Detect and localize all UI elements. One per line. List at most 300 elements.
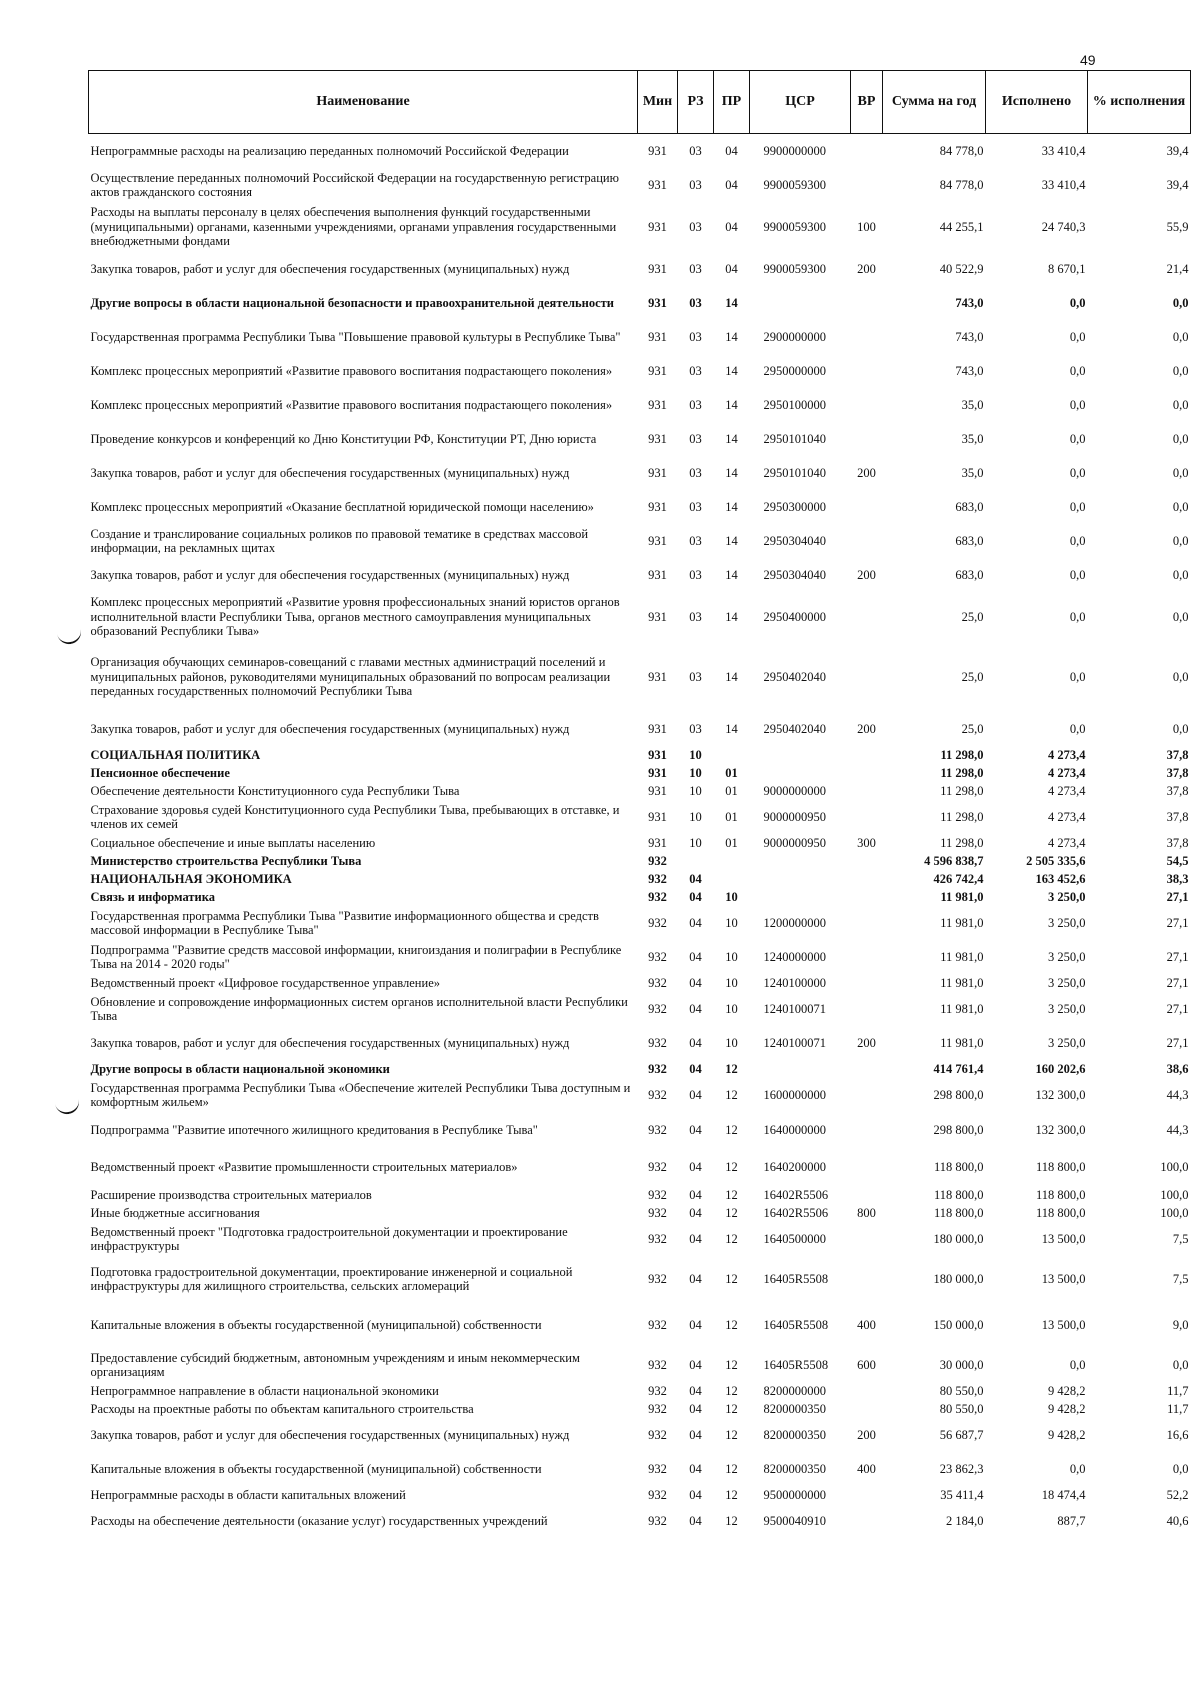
row-sum: 35,0: [961, 397, 984, 412]
row-vr: 300: [857, 835, 876, 850]
row-name: Связь и информатика: [90, 889, 215, 904]
row-csr: 1240000000: [763, 949, 826, 964]
row-csr: [750, 852, 851, 870]
row-vr: [851, 1078, 883, 1112]
row-vr: [851, 388, 883, 422]
row-min: 932: [648, 1001, 667, 1016]
row-sum: 180 000,0: [933, 1271, 984, 1286]
row-sum: 150 000,0: [933, 1317, 984, 1332]
row-pct: 16,6: [1166, 1427, 1189, 1442]
table-row: [89, 1418, 1191, 1452]
row-sum: 11 298,0: [940, 765, 984, 780]
table-row: [89, 1204, 1191, 1222]
row-done: 4 273,4: [1048, 747, 1086, 762]
row-csr: 9000000950: [763, 809, 826, 824]
row-name: Капитальные вложения в объекты государственной (муниципальной) собственности: [90, 1317, 542, 1332]
table-row: [89, 388, 1191, 422]
row-rz: 04: [689, 1001, 702, 1016]
table-row: [89, 168, 1191, 202]
row-pr: 14: [725, 533, 738, 548]
row-done: 0,0: [1069, 431, 1086, 446]
row-vr: 100: [857, 219, 876, 234]
row-name: Социальное обеспечение и иные выплаты населению: [90, 835, 376, 850]
row-min: 931: [648, 143, 667, 158]
row-vr: 200: [857, 261, 876, 276]
row-sum: 4 596 838,7: [924, 853, 984, 868]
row-csr: [750, 888, 851, 906]
table-row: [89, 320, 1191, 354]
row-pr: 14: [725, 397, 738, 412]
row-min: 931: [648, 329, 667, 344]
row-vr: [851, 490, 883, 524]
row-min: 932: [648, 1487, 667, 1502]
row-vr: [851, 1186, 883, 1204]
row-csr: 2950300000: [763, 499, 826, 514]
row-pct: 0,0: [1172, 465, 1189, 480]
row-name: Непрограммное направление в области национальной экономики: [90, 1383, 439, 1398]
row-pr: 14: [725, 721, 738, 736]
row-done: 13 500,0: [1041, 1231, 1086, 1246]
row-pr: 12: [725, 1383, 738, 1398]
row-min: 931: [648, 465, 667, 480]
row-pr: 14: [725, 609, 738, 624]
row-rz: 04: [689, 1187, 702, 1202]
row-min: 931: [648, 765, 667, 780]
row-sum: 35,0: [961, 431, 984, 446]
row-done: 9 428,2: [1048, 1401, 1086, 1416]
row-csr: [750, 746, 851, 764]
row-done: 0,0: [1069, 363, 1086, 378]
row-vr: [851, 524, 883, 558]
row-rz: 03: [689, 177, 702, 192]
row-vr: 200: [857, 1427, 876, 1442]
header-name: Наименование: [89, 71, 638, 134]
table-row: [89, 524, 1191, 558]
row-rz: 10: [689, 783, 702, 798]
row-vr: [851, 286, 883, 320]
row-pr: 14: [725, 465, 738, 480]
row-vr: [851, 852, 883, 870]
row-csr: 9900059300: [763, 177, 826, 192]
row-name: Комплекс процессных мероприятий «Развитие правового воспитания подрастающего поколения»: [90, 397, 613, 412]
table-row: [89, 286, 1191, 320]
header-vr: ВР: [851, 71, 883, 134]
row-min: 932: [648, 889, 667, 904]
row-done: 4 273,4: [1048, 765, 1086, 780]
row-rz: 03: [689, 721, 702, 736]
row-vr: [851, 320, 883, 354]
row-min: 931: [648, 431, 667, 446]
row-pct: 40,6: [1166, 1513, 1189, 1528]
row-pct: 7,5: [1172, 1231, 1189, 1246]
row-done: 18 474,4: [1041, 1487, 1086, 1502]
row-vr: [851, 870, 883, 888]
row-min: 932: [648, 1205, 667, 1220]
row-sum: 11 298,0: [940, 809, 984, 824]
row-done: 24 740,3: [1041, 219, 1086, 234]
row-min: 932: [648, 1461, 667, 1476]
row-vr: 400: [857, 1461, 876, 1476]
row-rz: 04: [689, 1035, 702, 1050]
row-done: 3 250,0: [1048, 1001, 1086, 1016]
row-sum: 35,0: [961, 465, 984, 480]
row-vr: [851, 134, 883, 169]
row-pct: 27,1: [1166, 889, 1189, 904]
row-pr: 12: [725, 1427, 738, 1442]
row-rz: 10: [689, 747, 702, 762]
row-vr: [851, 1060, 883, 1078]
row-csr: 16402R5506: [763, 1205, 829, 1220]
row-csr: [750, 764, 851, 782]
header-min: Мин: [638, 71, 678, 134]
row-pct: 21,4: [1166, 261, 1189, 276]
row-csr: 2950101040: [763, 465, 826, 480]
row-name: Пенсионное обеспечение: [90, 765, 230, 780]
row-pr: 12: [725, 1061, 738, 1076]
row-sum: 11 981,0: [940, 889, 984, 904]
row-pct: 0,0: [1172, 295, 1189, 310]
row-csr: 9900059300: [763, 261, 826, 276]
row-pct: 100,0: [1160, 1205, 1189, 1220]
row-pr: 10: [725, 1001, 738, 1016]
row-min: 932: [648, 1231, 667, 1246]
row-pr: 04: [725, 261, 738, 276]
row-min: 931: [648, 533, 667, 548]
row-vr: 200: [857, 567, 876, 582]
row-rz: 04: [689, 1231, 702, 1246]
row-done: 0,0: [1069, 329, 1086, 344]
row-done: 4 273,4: [1048, 835, 1086, 850]
row-rz: 03: [689, 669, 702, 684]
row-min: 931: [648, 295, 667, 310]
row-pct: 0,0: [1172, 1461, 1189, 1476]
row-name: Государственная программа Республики Тыва «Обеспечение жителей Республики Тыва доступным и комфортным жильем»: [90, 1080, 631, 1109]
table-row: [89, 456, 1191, 490]
page-number: 49: [1080, 52, 1096, 68]
row-done: 3 250,0: [1048, 975, 1086, 990]
row-rz: 04: [689, 1513, 702, 1528]
row-csr: 1640000000: [763, 1123, 826, 1138]
row-name: Организация обучающих семинаров-совещаний с главами местных администраций поселений и муниципальных районов, руководителями муниципальных образований по вопросам реализации переданных государственных полномочий Республики Тыва: [90, 655, 611, 699]
row-vr: [851, 354, 883, 388]
row-pct: 27,1: [1166, 949, 1189, 964]
row-min: 932: [648, 1401, 667, 1416]
row-pr: 04: [725, 219, 738, 234]
row-done: 13 500,0: [1041, 1317, 1086, 1332]
row-done: 132 300,0: [1035, 1123, 1086, 1138]
table-row: [89, 906, 1191, 940]
budget-table: [88, 70, 1191, 1538]
row-done: 132 300,0: [1035, 1087, 1086, 1102]
row-sum: 426 742,4: [933, 871, 984, 886]
row-csr: 16405R5508: [763, 1271, 829, 1286]
row-name: Расходы на проектные работы по объектам капитального строительства: [90, 1401, 474, 1416]
row-rz: 03: [689, 431, 702, 446]
table-row: [89, 490, 1191, 524]
table-row: [89, 354, 1191, 388]
row-pr: 12: [725, 1187, 738, 1202]
row-vr: [851, 422, 883, 456]
row-done: 887,7: [1057, 1513, 1086, 1528]
row-vr: [851, 168, 883, 202]
row-csr: 8200000000: [763, 1383, 826, 1398]
row-done: 3 250,0: [1048, 915, 1086, 930]
table-row: [89, 1504, 1191, 1538]
row-name: Подпрограмма "Развитие ипотечного жилищного кредитования в Республике Тыва": [90, 1123, 538, 1138]
row-sum: 44 255,1: [939, 219, 984, 234]
row-vr: [851, 1222, 883, 1256]
row-pr: 10: [725, 975, 738, 990]
row-name: Закупка товаров, работ и услуг для обеспечения государственных (муниципальных) нужд: [90, 465, 570, 480]
row-vr: [851, 800, 883, 834]
row-rz: 03: [689, 261, 702, 276]
row-min: 931: [648, 363, 667, 378]
row-rz: 10: [689, 765, 702, 780]
row-csr: 9900000000: [763, 143, 826, 158]
row-min: 931: [648, 669, 667, 684]
row-name: Расширение производства строительных материалов: [90, 1187, 372, 1202]
row-min: 932: [648, 1160, 667, 1175]
row-rz: 04: [689, 1461, 702, 1476]
row-rz: 03: [689, 363, 702, 378]
row-min: 931: [648, 835, 667, 850]
row-csr: 9500040910: [763, 1513, 826, 1528]
row-csr: 2900000000: [763, 329, 826, 344]
row-done: 9 428,2: [1048, 1427, 1086, 1442]
row-sum: 25,0: [961, 609, 984, 624]
row-rz: 04: [689, 975, 702, 990]
row-pr: 12: [725, 1513, 738, 1528]
row-done: 160 202,6: [1035, 1061, 1086, 1076]
table-row: [89, 764, 1191, 782]
row-rz: 04: [689, 1087, 702, 1102]
row-min: 931: [648, 609, 667, 624]
row-pr: 12: [725, 1123, 738, 1138]
row-pr: 14: [725, 499, 738, 514]
row-done: 0,0: [1069, 397, 1086, 412]
row-pct: 0,0: [1172, 533, 1189, 548]
table-row: [89, 592, 1191, 642]
row-done: 8 670,1: [1048, 261, 1086, 276]
row-name: Подпрограмма "Развитие средств массовой информации, книгоиздания и полиграфии в Республике Тыва на 2014 - 2020 годы": [90, 942, 622, 971]
row-name: Закупка товаров, работ и услуг для обеспечения государственных (муниципальных) нужд: [90, 261, 570, 276]
row-sum: 118 800,0: [933, 1160, 984, 1175]
row-pr: 10: [725, 889, 738, 904]
table-row: [89, 1400, 1191, 1418]
row-pct: 0,0: [1172, 397, 1189, 412]
row-pct: 0,0: [1172, 567, 1189, 582]
table-row: [89, 1149, 1191, 1186]
row-sum: 23 862,3: [939, 1461, 984, 1476]
row-pr: 14: [725, 295, 738, 310]
row-sum: 40 522,9: [939, 261, 984, 276]
row-vr: [851, 1256, 883, 1302]
row-csr: 1640200000: [763, 1160, 826, 1175]
row-pr: 01: [725, 809, 738, 824]
row-csr: 1240100071: [763, 1035, 826, 1050]
row-rz: 03: [689, 397, 702, 412]
row-sum: 35 411,4: [940, 1487, 984, 1502]
row-rz: 03: [689, 465, 702, 480]
row-sum: 11 981,0: [940, 975, 984, 990]
row-rz: 03: [689, 533, 702, 548]
row-pct: 0,0: [1172, 499, 1189, 514]
row-sum: 180 000,0: [933, 1231, 984, 1246]
table-row: [89, 834, 1191, 852]
row-min: 932: [648, 975, 667, 990]
row-vr: [851, 1400, 883, 1418]
header-pr: ПР: [714, 71, 750, 134]
row-pr: 01: [725, 835, 738, 850]
row-done: 4 273,4: [1048, 809, 1086, 824]
row-sum: 2 184,0: [946, 1513, 984, 1528]
row-min: 932: [648, 1427, 667, 1442]
row-csr: 9500000000: [763, 1487, 826, 1502]
row-pr: 14: [725, 363, 738, 378]
row-name: Закупка товаров, работ и услуг для обеспечения государственных (муниципальных) нужд: [90, 721, 570, 736]
row-done: 118 800,0: [1035, 1205, 1086, 1220]
row-done: 163 452,6: [1035, 871, 1086, 886]
row-sum: 298 800,0: [933, 1087, 984, 1102]
row-done: 0,0: [1069, 533, 1086, 548]
row-sum: 84 778,0: [939, 143, 984, 158]
table-body: [89, 134, 1191, 1539]
row-rz: 04: [689, 1383, 702, 1398]
row-sum: 56 687,7: [939, 1427, 984, 1442]
table-row: [89, 974, 1191, 992]
row-name: Осуществление переданных полномочий Российской Федерации на государственную регистрацию актов гражданского состояния: [90, 170, 619, 199]
row-done: 3 250,0: [1048, 889, 1086, 904]
row-min: 932: [648, 1383, 667, 1398]
row-vr: [851, 1486, 883, 1504]
row-min: 931: [648, 567, 667, 582]
row-sum: 683,0: [955, 567, 984, 582]
row-rz: 04: [689, 1271, 702, 1286]
row-min: 931: [648, 177, 667, 192]
row-csr: 9900059300: [763, 219, 826, 234]
row-min: 932: [648, 1513, 667, 1528]
row-rz: 04: [689, 889, 702, 904]
row-done: 13 500,0: [1041, 1271, 1086, 1286]
row-min: 932: [648, 1061, 667, 1076]
row-rz: 04: [689, 915, 702, 930]
row-pct: 44,3: [1166, 1087, 1189, 1102]
row-csr: 2950304040: [763, 567, 826, 582]
row-rz: 04: [689, 1317, 702, 1332]
row-vr: [851, 1112, 883, 1149]
row-sum: 11 981,0: [940, 949, 984, 964]
row-sum: 683,0: [955, 533, 984, 548]
row-csr: [750, 1060, 851, 1078]
row-vr: [851, 974, 883, 992]
row-pct: 37,8: [1166, 747, 1189, 762]
row-pr: 14: [725, 329, 738, 344]
row-vr: 600: [857, 1357, 876, 1372]
table-row: [89, 642, 1191, 712]
row-sum: 298 800,0: [933, 1123, 984, 1138]
row-vr: 200: [857, 721, 876, 736]
table-row: [89, 888, 1191, 906]
row-sum: 683,0: [955, 499, 984, 514]
row-vr: [851, 746, 883, 764]
row-pct: 37,8: [1166, 765, 1189, 780]
row-rz: 03: [689, 295, 702, 310]
row-min: 931: [648, 721, 667, 736]
row-sum: 743,0: [955, 363, 984, 378]
row-rz: 03: [689, 219, 702, 234]
row-sum: 80 550,0: [939, 1383, 984, 1398]
row-min: 932: [648, 853, 667, 868]
row-pct: 27,1: [1166, 915, 1189, 930]
row-name: Закупка товаров, работ и услуг для обеспечения государственных (муниципальных) нужд: [90, 1427, 570, 1442]
row-min: 931: [648, 261, 667, 276]
table-row: [89, 852, 1191, 870]
row-sum: 743,0: [955, 295, 984, 310]
row-pct: 27,1: [1166, 1001, 1189, 1016]
row-name: Ведомственный проект «Цифровое государственное управление»: [90, 975, 440, 990]
row-name: Государственная программа Республики Тыва "Повышение правовой культуры в Республике Тыва": [90, 329, 621, 344]
row-pct: 100,0: [1160, 1160, 1189, 1175]
table-row: [89, 134, 1191, 169]
row-csr: 1640500000: [763, 1231, 826, 1246]
row-done: 2 505 335,6: [1026, 853, 1086, 868]
row-sum: 80 550,0: [939, 1401, 984, 1416]
row-min: 931: [648, 809, 667, 824]
row-name: Создание и транслирование социальных роликов по правовой тематике в средствах массовой информации, на рекламных щитах: [90, 526, 589, 555]
row-vr: 400: [857, 1317, 876, 1332]
row-vr: 800: [857, 1205, 876, 1220]
row-sum: 30 000,0: [939, 1357, 984, 1372]
row-min: 931: [648, 397, 667, 412]
row-min: 932: [648, 1271, 667, 1286]
row-vr: [851, 592, 883, 642]
row-rz: 03: [689, 143, 702, 158]
table-row: [89, 1222, 1191, 1256]
row-vr: [851, 782, 883, 800]
row-vr: [851, 1149, 883, 1186]
row-vr: [851, 1504, 883, 1538]
row-done: 0,0: [1069, 567, 1086, 582]
row-pct: 11,7: [1167, 1401, 1189, 1416]
table-row: [89, 558, 1191, 592]
table-row: [89, 1382, 1191, 1400]
row-pr: 12: [725, 1461, 738, 1476]
row-rz: 10: [689, 835, 702, 850]
row-name: Комплекс процессных мероприятий «Развитие уровня профессиональных знаний юристов органов исполнительной власти Республики Тыва, органов местного самоуправления муниципальных образований Республики Тыва»: [90, 595, 620, 639]
row-pct: 39,4: [1166, 177, 1189, 192]
row-rz: 04: [689, 1123, 702, 1138]
row-pct: 39,4: [1166, 143, 1189, 158]
row-name: Подготовка градостроительной документации, проектирование инженерной и социальной инфраструктуры для жилищного строительства, сельских агломераций: [90, 1264, 573, 1293]
row-pr: 12: [725, 1487, 738, 1502]
row-done: 4 273,4: [1048, 783, 1086, 798]
row-min: 932: [648, 1187, 667, 1202]
row-pr: 10: [725, 1035, 738, 1050]
table-row: [89, 1452, 1191, 1486]
row-pr: 14: [725, 567, 738, 582]
row-done: 0,0: [1069, 669, 1086, 684]
row-vr: [851, 888, 883, 906]
row-min: 931: [648, 783, 667, 798]
row-pct: 0,0: [1172, 669, 1189, 684]
row-csr: 9000000000: [763, 783, 826, 798]
row-pr: 10: [725, 949, 738, 964]
row-pr: 12: [725, 1205, 738, 1220]
row-name: СОЦИАЛЬНАЯ ПОЛИТИКА: [90, 747, 261, 762]
row-done: 118 800,0: [1035, 1160, 1086, 1175]
row-pct: 37,8: [1166, 783, 1189, 798]
row-vr: [851, 940, 883, 974]
